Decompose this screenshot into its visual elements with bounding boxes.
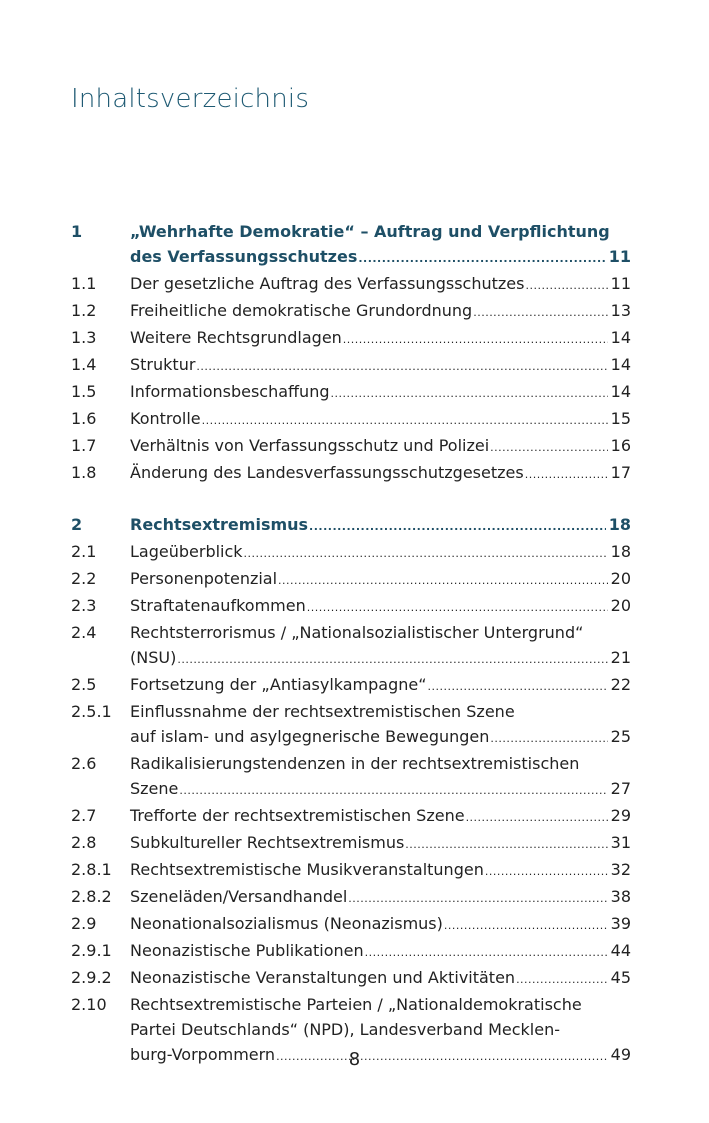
toc-entry — [71, 539, 631, 566]
toc-entry-title-line: Rechtsextremistische Parteien / „Nationaldemokratische — [130, 995, 582, 1014]
dot-leader — [177, 647, 607, 672]
toc-entry-title-line: Lageüberblick — [130, 542, 243, 561]
toc-entry-title-line: (NSU) — [130, 648, 177, 667]
toc-entry-body — [130, 460, 631, 487]
toc-entry-body — [130, 539, 631, 566]
toc-entry-last-line — [130, 672, 631, 699]
toc-entry-body — [130, 857, 631, 884]
dot-leader — [307, 595, 608, 620]
toc-entry-title-line: Änderung des Landesverfassungsschutzgesetzes — [130, 463, 524, 482]
toc-entry — [71, 271, 631, 298]
toc-entry-page: 25 — [610, 727, 631, 746]
toc-entry-number: 2.10 — [71, 995, 107, 1014]
toc-entry-body — [130, 219, 631, 271]
toc-entry — [71, 433, 631, 460]
toc-entry-title-line: Neonazistische Publikationen — [130, 941, 364, 960]
toc-entry-last-line — [130, 884, 631, 911]
dot-leader — [405, 832, 607, 857]
dot-leader — [358, 246, 605, 271]
dot-leader — [525, 273, 607, 298]
dot-leader — [525, 462, 608, 487]
toc-entry-last-line — [130, 539, 631, 566]
toc-entry — [71, 699, 631, 751]
toc-entry-number: 1.7 — [71, 436, 97, 455]
toc-entry-title-line: Partei Deutschlands“ (NPD), Landesverband Mecklen- — [130, 1020, 561, 1039]
toc-entry-body — [130, 911, 631, 938]
toc-entry-title-line: auf islam- und asylgegnerische Bewegungen — [130, 727, 490, 746]
toc-entry-title-line: Der gesetzliche Auftrag des Verfassungsschutzes — [130, 274, 525, 293]
toc-entry-last-line — [130, 857, 631, 884]
toc-entry-last-line — [130, 433, 631, 460]
dot-leader — [348, 886, 607, 911]
toc-entry-title-line: Straftatenaufkommen — [130, 596, 306, 615]
toc-entry-last-line — [130, 244, 631, 271]
toc-entry-number: 2.8 — [71, 833, 97, 852]
toc-entry-body — [130, 352, 631, 379]
toc-entry-body — [130, 406, 631, 433]
toc-entry-body — [130, 699, 631, 751]
toc-entry — [71, 593, 631, 620]
toc-entry-number: 1 — [71, 222, 83, 241]
toc-entry-page: 16 — [610, 436, 631, 455]
page-number: 8 — [348, 1049, 361, 1070]
toc-entry-page: 13 — [610, 301, 631, 320]
toc-entry-number: 2.9 — [71, 914, 97, 933]
toc-entry-number: 2.2 — [71, 569, 97, 588]
toc-entry-last-line — [130, 566, 631, 593]
toc-entry-title-line: burg-Vorpommern — [130, 1045, 276, 1064]
toc-entry-title-line: Verhältnis von Verfassungsschutz und Polizei — [130, 436, 490, 455]
dot-leader — [244, 541, 608, 566]
toc-entry — [71, 620, 631, 672]
toc-entry-page: 20 — [610, 569, 631, 588]
toc-entry-number: 2.7 — [71, 806, 97, 825]
toc-entry-number: 2.1 — [71, 542, 97, 561]
toc-entry-number: 1.1 — [71, 274, 97, 293]
toc-entry-body — [130, 298, 631, 325]
dot-leader — [196, 354, 607, 379]
toc-entry-number: 2.6 — [71, 754, 97, 773]
toc-entry-body — [130, 271, 631, 298]
toc-entry-title-line: Rechtsextremismus — [130, 515, 309, 534]
toc-entry-last-line — [130, 938, 631, 965]
toc-entry-page: 49 — [610, 1045, 631, 1064]
toc-entry — [71, 857, 631, 884]
toc-entry-body — [130, 433, 631, 460]
dot-leader — [473, 300, 607, 325]
toc-entry-body — [130, 566, 631, 593]
toc-entry-body — [130, 593, 631, 620]
toc-entry-number: 1.2 — [71, 301, 97, 320]
toc-entry-last-line — [130, 406, 631, 433]
toc-entry-body — [130, 325, 631, 352]
toc-entry — [71, 938, 631, 965]
toc-entry — [71, 298, 631, 325]
dot-leader — [331, 381, 608, 406]
toc-entry-last-line — [130, 776, 631, 803]
toc-entry-last-line — [130, 830, 631, 857]
toc-entry-number: 2.8.2 — [71, 887, 112, 906]
toc-entry — [71, 803, 631, 830]
dot-leader — [202, 408, 608, 433]
toc-entry-body — [130, 938, 631, 965]
dot-leader — [490, 435, 607, 460]
toc-entry-number: 1.8 — [71, 463, 97, 482]
toc-entry-number: 2.3 — [71, 596, 97, 615]
toc-entry — [71, 325, 631, 352]
toc-entry-title-line: Trefforte der rechtsextremistischen Szene — [130, 806, 465, 825]
dot-leader — [485, 859, 608, 884]
toc-entry — [71, 830, 631, 857]
toc-entry-number: 2 — [71, 515, 83, 534]
toc-entry-body — [130, 620, 631, 672]
toc-entry-title-line: „Wehrhafte Demokratie“ – Auftrag und Verpflichtung — [130, 222, 610, 241]
toc-entry-page: 29 — [610, 806, 631, 825]
toc-entry-title-line: Subkultureller Rechtsextremismus — [130, 833, 405, 852]
toc-entry-title-line: Szene — [130, 779, 179, 798]
toc-entry-page: 22 — [610, 675, 631, 694]
toc-entry-page: 38 — [610, 887, 631, 906]
toc-entry-page: 18 — [610, 542, 631, 561]
toc-entry-number: 1.3 — [71, 328, 97, 347]
toc-entry — [71, 406, 631, 433]
toc-entry — [71, 751, 631, 803]
toc-entry-body — [130, 965, 631, 992]
table-of-contents — [71, 219, 631, 1069]
toc-entry-title-line: Neonationalsozialismus (Neonazismus) — [130, 914, 443, 933]
toc-entry-page: 14 — [610, 382, 631, 401]
toc-entry-number: 1.6 — [71, 409, 97, 428]
toc-entry-page: 14 — [610, 355, 631, 374]
toc-entry-page: 11 — [608, 247, 631, 266]
dot-leader — [490, 726, 607, 751]
toc-entry-page: 45 — [610, 968, 631, 987]
toc-entry-title-line: Radikalisierungstendenzen in der rechtsextremistischen — [130, 754, 580, 773]
toc-entry-page: 18 — [608, 515, 631, 534]
toc-entry-last-line — [130, 352, 631, 379]
toc-entry — [71, 352, 631, 379]
toc-entry-title-line: Neonazistische Veranstaltungen und Aktivitäten — [130, 968, 516, 987]
toc-entry-title-line: Fortsetzung der „Antiasylkampagne“ — [130, 675, 427, 694]
toc-entry-body — [130, 379, 631, 406]
toc-entry-number: 2.5.1 — [71, 702, 112, 721]
toc-entry-last-line — [130, 298, 631, 325]
toc-entry-number: 2.9.2 — [71, 968, 112, 987]
toc-entry-body — [130, 751, 631, 803]
toc-chapter — [71, 219, 631, 271]
dot-leader — [466, 805, 608, 830]
toc-entry-number: 1.5 — [71, 382, 97, 401]
toc-entry-number: 2.4 — [71, 623, 97, 642]
dot-leader — [516, 967, 608, 992]
toc-entry-title-line: Weitere Rechtsgrundlagen — [130, 328, 342, 347]
toc-entry-number: 1.4 — [71, 355, 97, 374]
toc-entry — [71, 911, 631, 938]
toc-entry-page: 27 — [610, 779, 631, 798]
toc-entry-number: 2.8.1 — [71, 860, 112, 879]
toc-entry-title-line: Kontrolle — [130, 409, 201, 428]
toc-entry-last-line — [130, 379, 631, 406]
toc-chapter — [71, 512, 631, 539]
toc-entry-last-line — [130, 271, 631, 298]
toc-entry-body — [130, 803, 631, 830]
toc-entry — [71, 566, 631, 593]
toc-entry-last-line — [130, 724, 631, 751]
toc-entry-last-line — [130, 911, 631, 938]
dot-leader — [343, 327, 608, 352]
toc-entry — [71, 460, 631, 487]
toc-entry-title-line: Rechtsextremistische Musikveranstaltungen — [130, 860, 484, 879]
toc-entry-last-line — [130, 965, 631, 992]
toc-entry-last-line — [130, 593, 631, 620]
toc-entry — [71, 379, 631, 406]
dot-leader — [309, 514, 606, 539]
toc-entry-page: 15 — [610, 409, 631, 428]
toc-entry-page: 17 — [610, 463, 631, 482]
toc-entry-last-line — [130, 645, 631, 672]
dot-leader — [278, 568, 608, 593]
toc-entry-body — [130, 830, 631, 857]
dot-leader — [444, 913, 608, 938]
toc-entry — [71, 884, 631, 911]
toc-entry-title-line: Freiheitliche demokratische Grundordnung — [130, 301, 473, 320]
toc-entry-body — [130, 512, 631, 539]
dot-leader — [365, 940, 608, 965]
toc-entry-page: 21 — [610, 648, 631, 667]
toc-entry-title-line: Struktur — [130, 355, 196, 374]
page-title: Inhaltsverzeichnis — [71, 84, 310, 114]
toc-entry-title-line: Personenpotenzial — [130, 569, 278, 588]
toc-entry-page: 14 — [610, 328, 631, 347]
toc-entry-body — [130, 884, 631, 911]
toc-entry-title-line: des Verfassungsschutzes — [130, 247, 358, 266]
toc-entry-last-line — [130, 325, 631, 352]
toc-entry-last-line — [130, 512, 631, 539]
dot-leader — [179, 778, 607, 803]
toc-entry-title-line: Rechtsterrorismus / „Nationalsozialistischer Untergrund“ — [130, 623, 584, 642]
dot-leader — [428, 674, 608, 699]
toc-entry-page: 20 — [610, 596, 631, 615]
toc-entry-last-line — [130, 803, 631, 830]
toc-entry-page: 31 — [610, 833, 631, 852]
toc-entry-page: 39 — [610, 914, 631, 933]
toc-entry-title-line: Informationsbeschaffung — [130, 382, 330, 401]
toc-entry-page: 32 — [610, 860, 631, 879]
toc-entry-last-line — [130, 460, 631, 487]
toc-entry-number: 2.9.1 — [71, 941, 112, 960]
toc-entry — [71, 965, 631, 992]
toc-entry-page: 44 — [610, 941, 631, 960]
toc-entry-number: 2.5 — [71, 675, 97, 694]
toc-entry-title-line: Szeneläden/Versandhandel — [130, 887, 348, 906]
toc-entry-body — [130, 672, 631, 699]
toc-entry-page: 11 — [610, 274, 631, 293]
toc-entry-title-line: Einflussnahme der rechtsextremistischen Szene — [130, 702, 515, 721]
toc-entry — [71, 672, 631, 699]
